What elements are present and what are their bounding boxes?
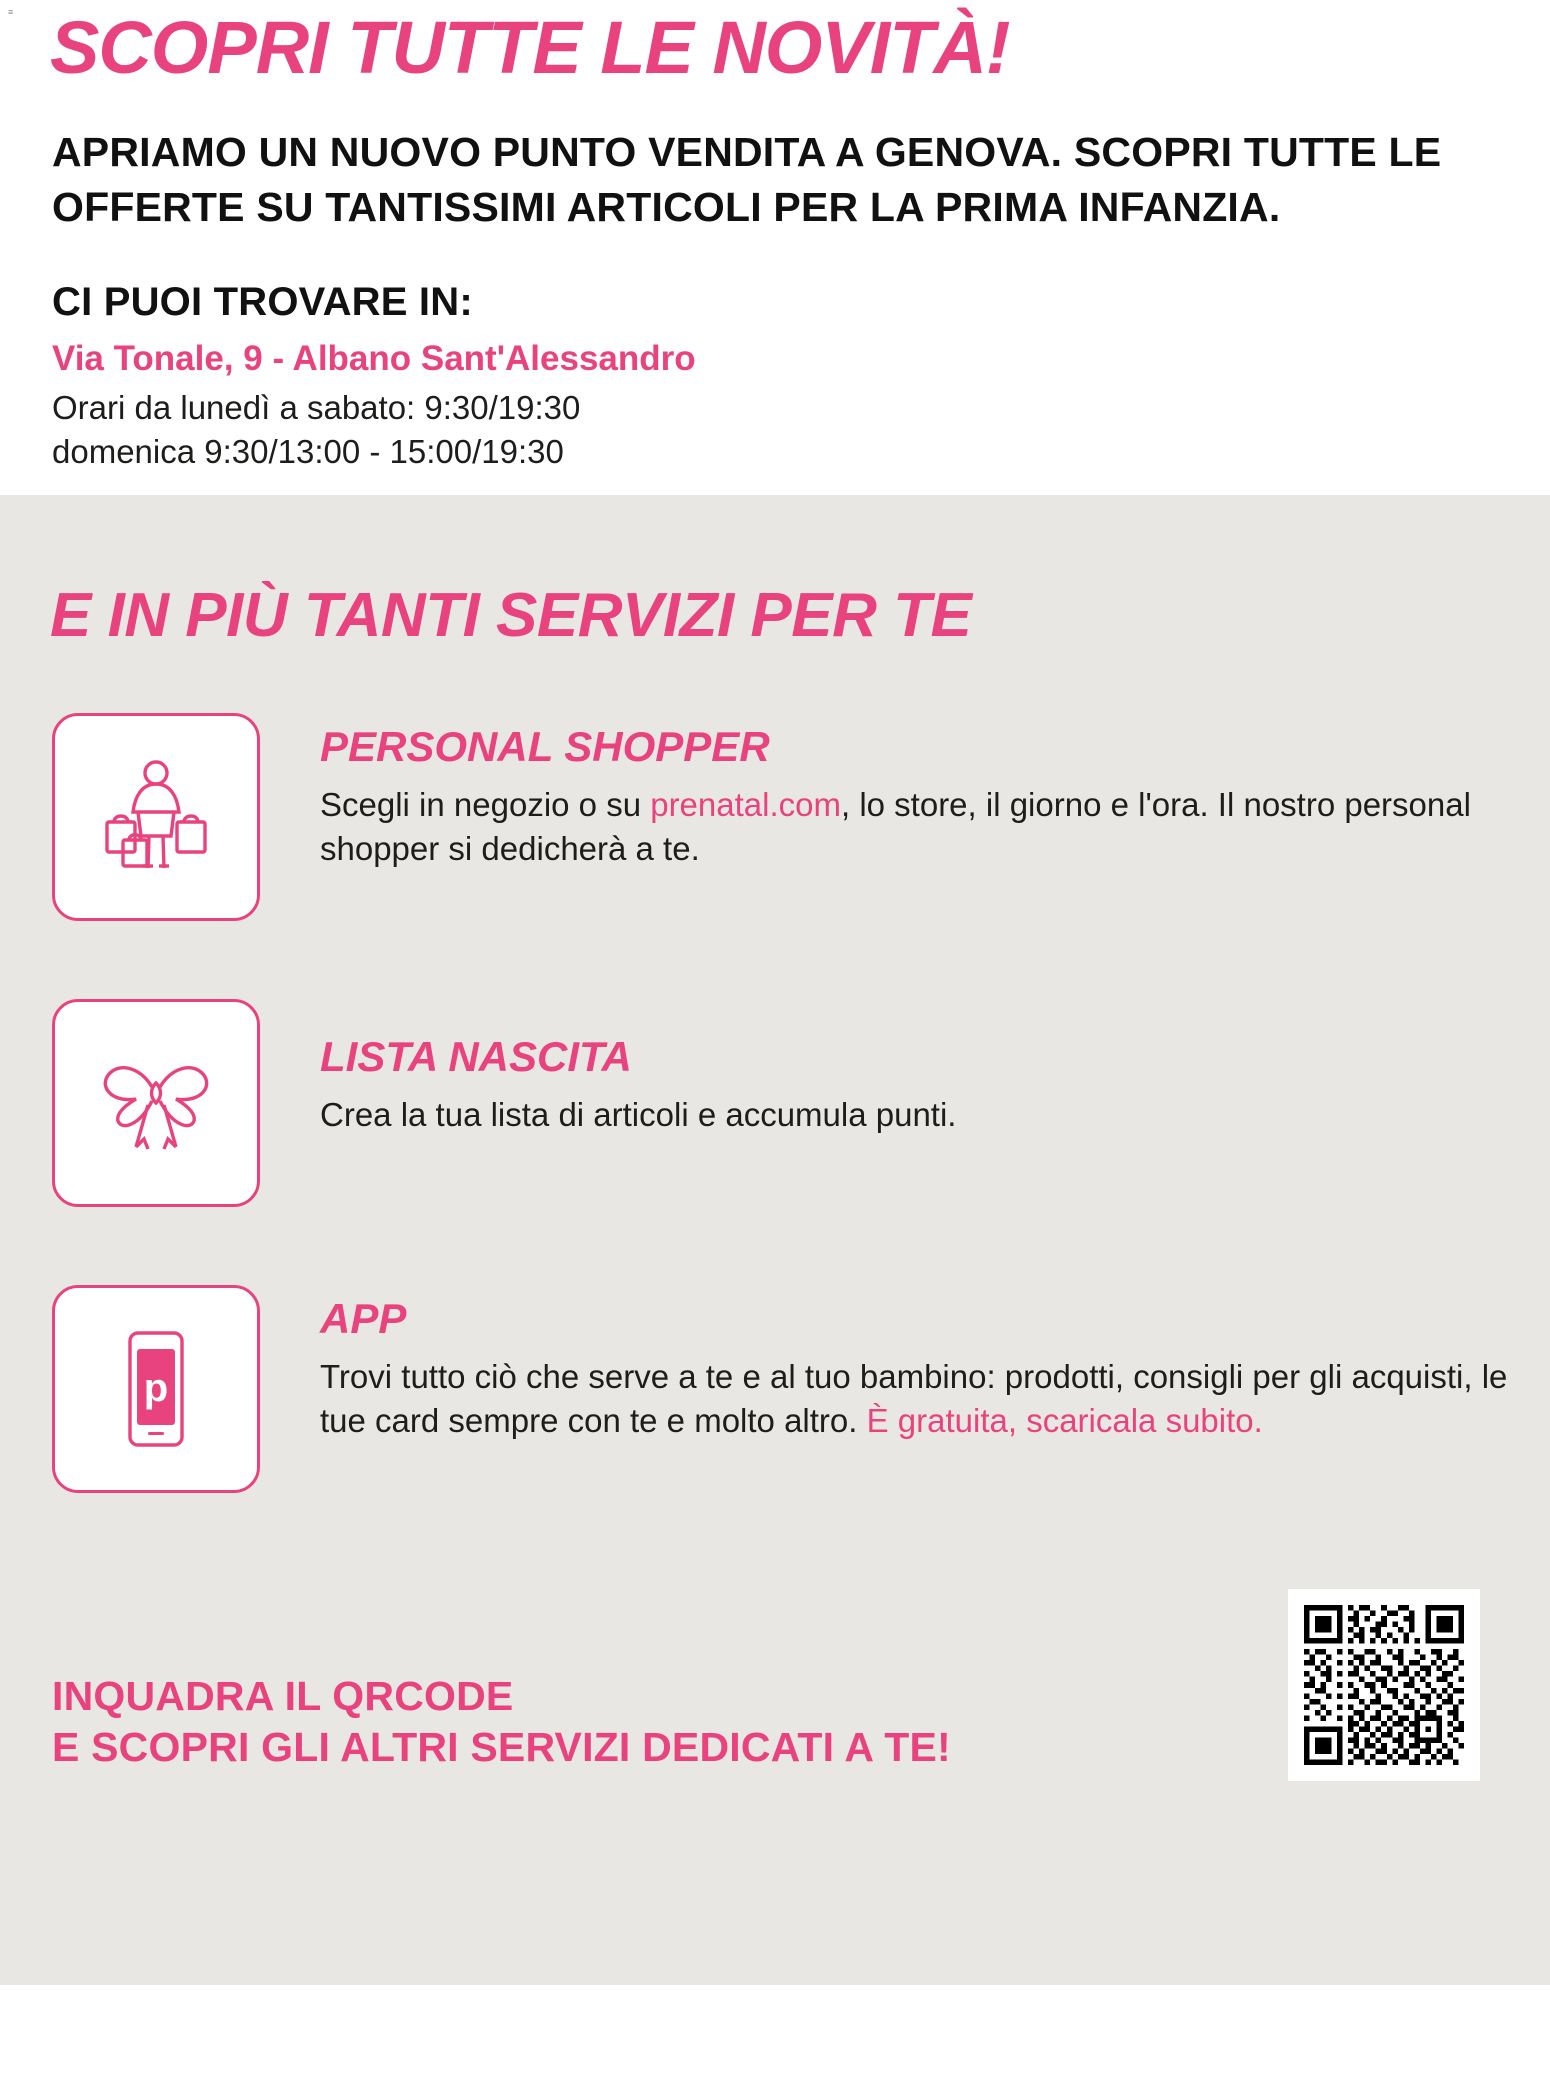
qr-call-to-action (52, 1671, 951, 1782)
services-section (0, 495, 1550, 1985)
service-desc-link[interactable]: prenatal.com (650, 786, 841, 824)
intro-section (0, 0, 1550, 495)
service-description (320, 783, 1550, 871)
service-icon-wrapper (52, 1285, 264, 1493)
service-item-lista-nascita (0, 999, 1550, 1207)
service-desc-link[interactable]: È gratuita, scaricala subito. (866, 1402, 1263, 1440)
services-list (0, 647, 1550, 1493)
icon-frame (52, 713, 260, 921)
service-icon-wrapper (52, 713, 264, 921)
intro-paragraph: APRIAMO UN NUOVO PUNTO VENDITA A GENOVA. SCOPRI TUTTE LE OFFERTE SU TANTISSIMI ARTICOLI PER LA PRIMA INFANZIA. (52, 129, 1442, 230)
svg-text:p: p (143, 1366, 169, 1411)
service-name: LISTA NASCITA (320, 1033, 632, 1081)
qr-cta-line-2: E SCOPRI GLI ALTRI SERVIZI DEDICATI A TE! (52, 1723, 951, 1770)
services-title: E IN PIÙ TANTI SERVIZI PER TE (50, 581, 972, 651)
qr-code[interactable] (1288, 1589, 1480, 1781)
page-corner-mark: ≡ (8, 7, 14, 17)
mobile-app-icon (101, 1319, 211, 1459)
icon-frame (52, 1285, 260, 1493)
service-name: APP (320, 1295, 407, 1343)
service-desc-part2: , lo store, il giorno e l'ora. Il nostro personal shopper si dedicherà a te. (320, 786, 1471, 868)
icon-frame (52, 999, 260, 1207)
opening-hours-weekdays: Orari da lunedì a sabato: 9:30/19:30 (52, 388, 581, 426)
find-us-label: CI PUOI TROVARE IN: (52, 279, 473, 324)
service-description: Crea la tua lista di articoli e accumula punti. (320, 1096, 957, 1134)
personal-shopper-icon (91, 752, 221, 882)
qr-code-image (1304, 1605, 1464, 1765)
gift-bow-icon (86, 1043, 226, 1163)
service-name: PERSONAL SHOPPER (320, 723, 770, 771)
service-icon-wrapper (52, 999, 264, 1207)
service-text (264, 713, 1550, 871)
service-desc-part1: Trovi tutto ciò che serve a te e al tuo bambino: prodotti, consigli per gli acquisti, le tue card sempre con te e molto altro. (320, 1358, 1508, 1440)
service-desc-part1: Scegli in negozio o su (320, 786, 651, 824)
service-item-app (0, 1285, 1550, 1493)
opening-hours-sunday: domenica 9:30/13:00 - 15:00/19:30 (52, 432, 564, 470)
store-address: Via Tonale, 9 - Albano Sant'Alessandro (52, 338, 696, 378)
service-item-personal-shopper (0, 713, 1550, 921)
qr-footer (0, 1571, 1550, 1781)
page-title: SCOPRI TUTTE LE NOVITÀ! (50, 6, 1010, 89)
service-description (320, 1355, 1550, 1443)
qr-cta-line-1: INQUADRA IL QRCODE (52, 1672, 514, 1719)
service-text (264, 1285, 1550, 1443)
service-text (264, 999, 956, 1137)
